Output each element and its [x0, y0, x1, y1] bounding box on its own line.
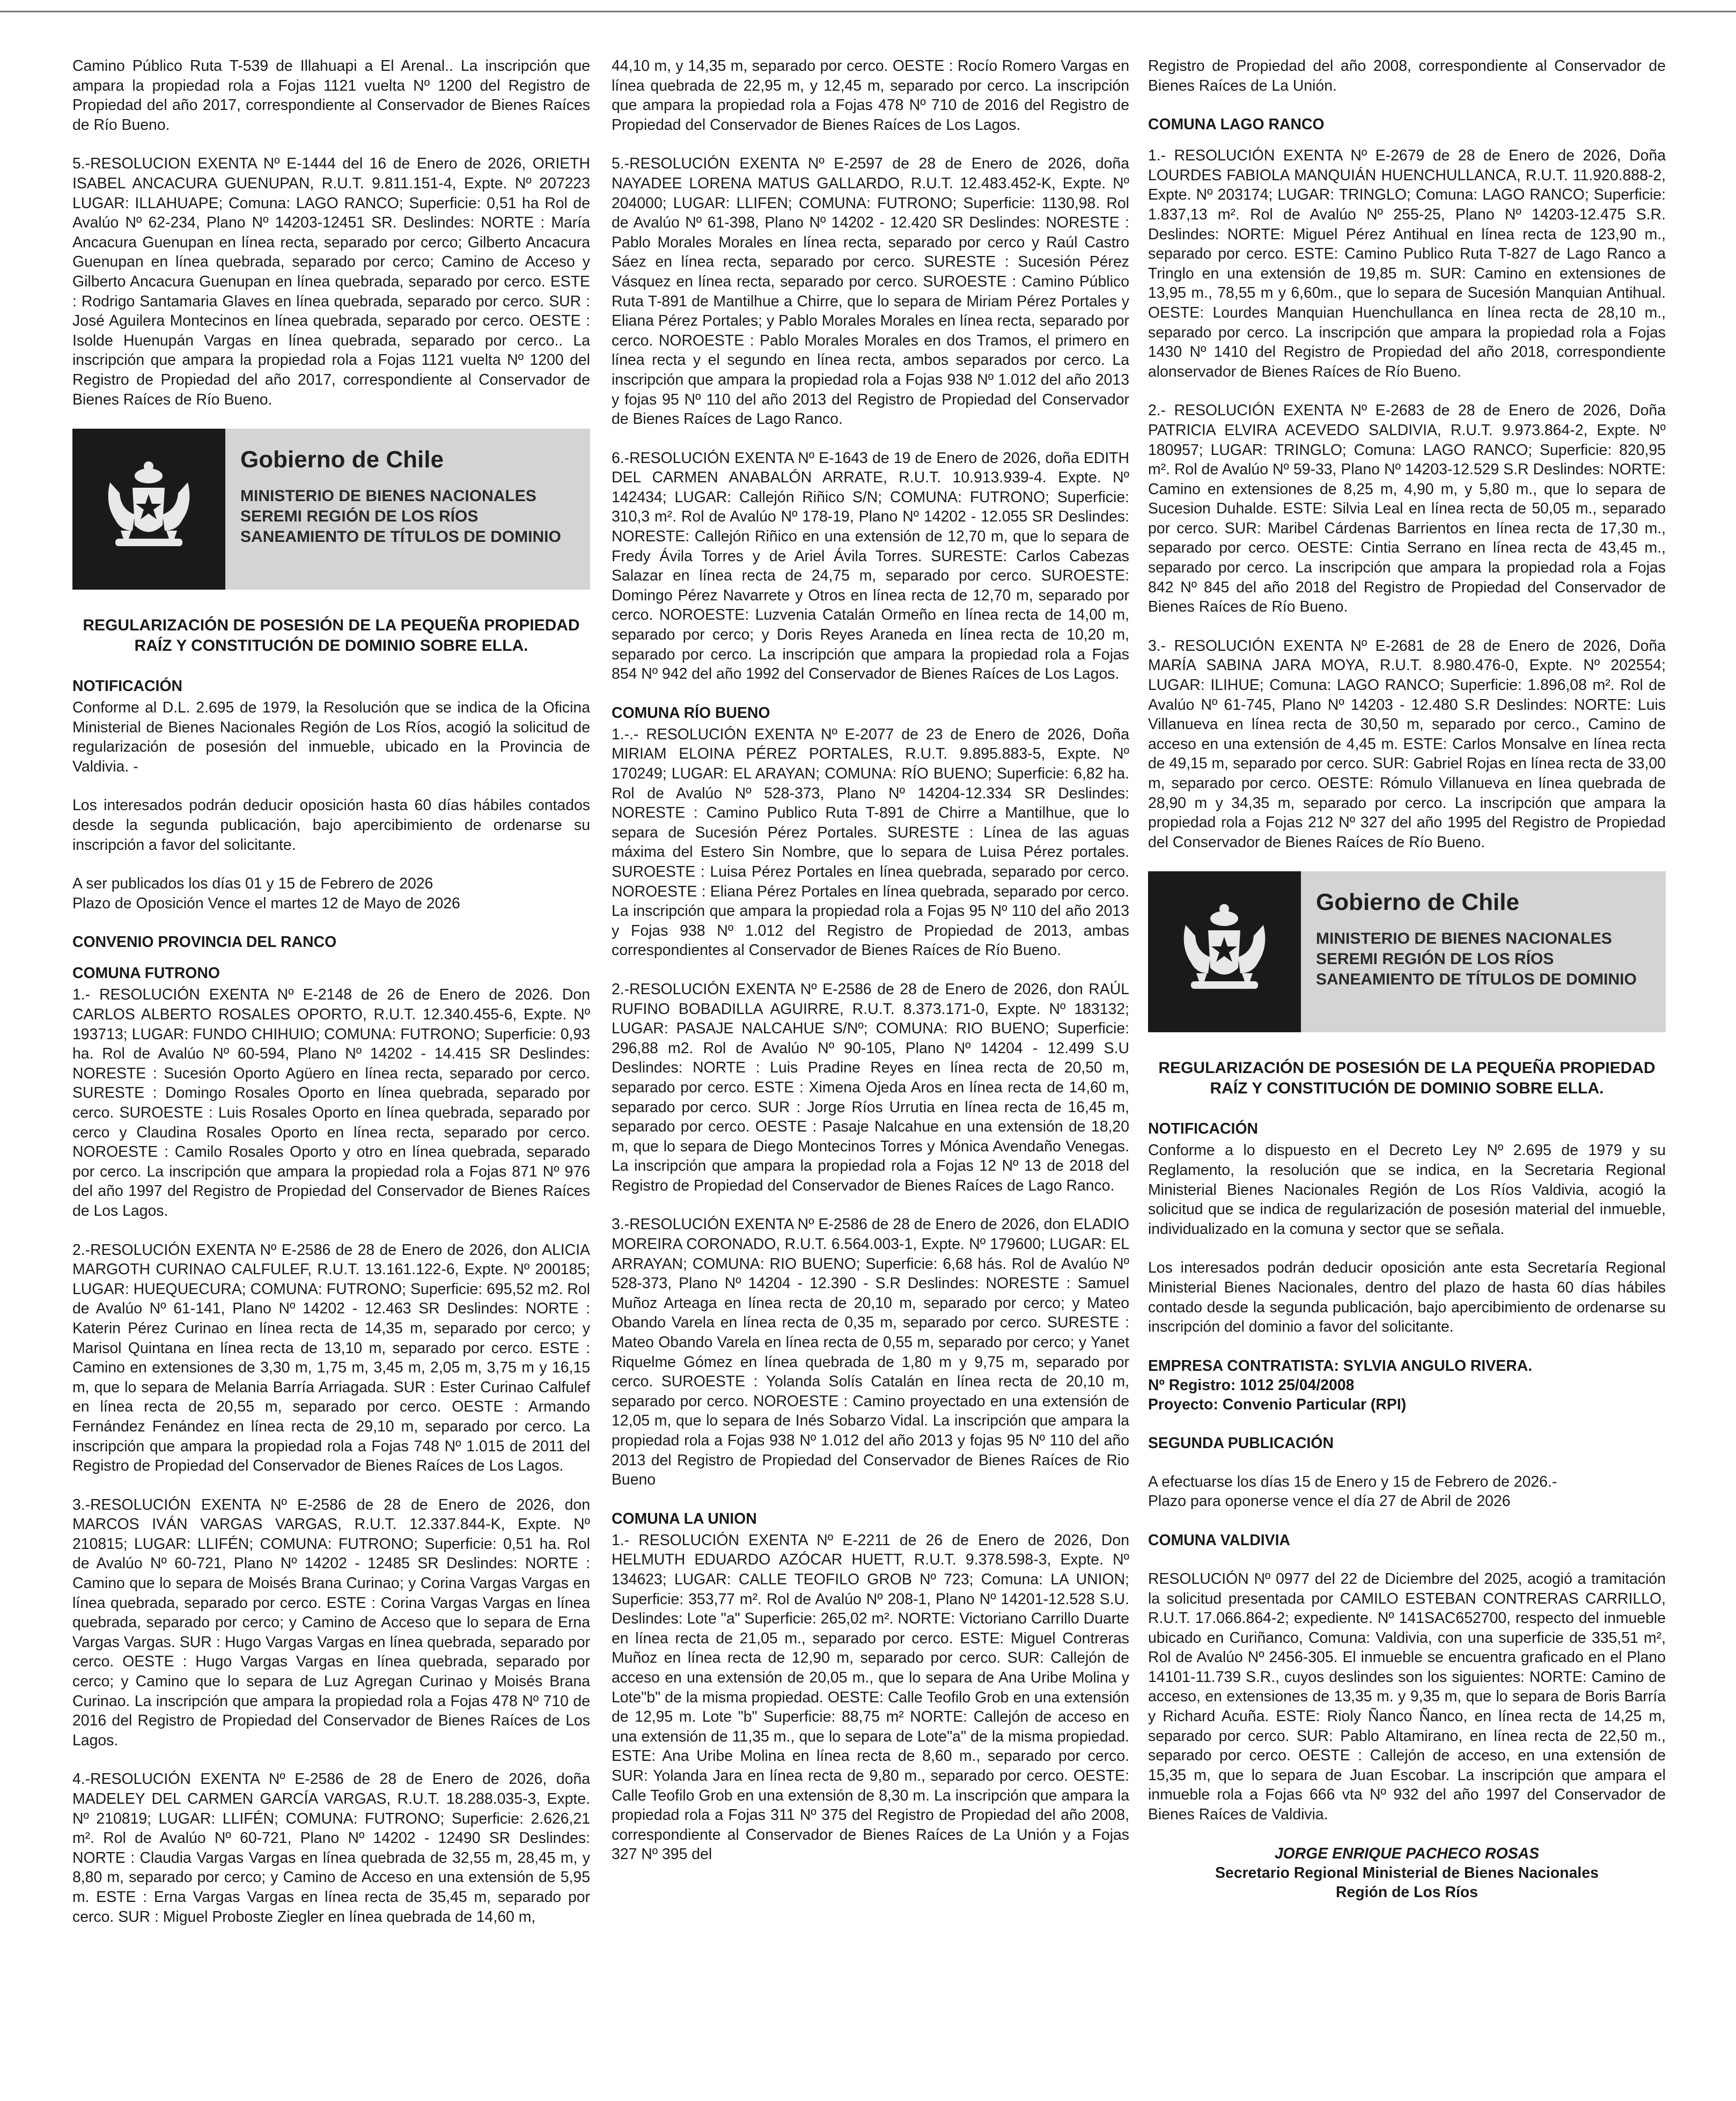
- saneamiento-line: SANEAMIENTO DE TÍTULOS DE DOMINIO: [1316, 970, 1637, 988]
- paragraph: 44,10 m, y 14,35 m, separado por cerco. OESTE : Rocío Romero Vargas en línea quebrada de 22,95 m, y 12,45 m, separado por cerco. La inscripción que ampara la propiedad rola a Fojas 478 Nº 710 de 2016 del Registro de Propiedad del Conservador de Bienes Raíces de Los Lagos.: [612, 57, 1129, 134]
- paragraph: 1.- RESOLUCIÓN EXENTA Nº E-2211 de 26 de Enero de 2026, Don HELMUTH EDUARDO AZÓCAR HUETT, R.U.T. 9.378.598-3, Expte. Nº 134623; LUGAR: CALLE TEOFILO GROB Nº 723; Comuna: LA UNION; Superficie: 353,77 m². Rol de Avalúo Nº 208-1, Plano Nº 14201-12.528 S.U. Deslindes: Lote "a" Superficie: 265,02 m². NORTE: Victoriano Carrillo Duarte en línea recta de 21,05 m., separado por cerco. ESTE: Miguel Contreras Muñoz en línea recta de 12,90 m, separado por cerco. SUR: Callejón de acceso en una extensión de 20,05 m., que lo separa de Ana Uribe Molina y Lote"b" de la misma propiedad. OESTE: Calle Teofilo Grob en una extensión de 12,95 m. Lote "b" Superficie: 88,75 m² NORTE: Callejón de acceso en una extensión de 11,35 m., que lo separa de Lote"a" de la misma propiedad. ESTE: Ana Uribe Molina en línea recta de 8,60 m., separado por cerco. SUR: Yolanda Jara en línea recta de 9,80 m., separado por cerco. OESTE: Calle Teofilo Grob en una extensión de 8,30 m. La inscripción que ampara la propiedad rola a Fojas 311 Nº 375 del Registro de Propiedad del año 2008, correspondiente al Conservador de Bienes Raíces de La Unión y a Fojas 327 Nº 395 del: [612, 1531, 1129, 1863]
- section-heading: SEGUNDA PUBLICACIÓN: [1148, 1434, 1334, 1452]
- section-heading: CONVENIO PROVINCIA DEL RANCO: [72, 934, 337, 951]
- signer-name: JORGE ENRIQUE PACHECO ROSAS: [1274, 1845, 1540, 1862]
- paragraph: Camino Público Ruta T-539 de Illahuapi a El Arenal.. La inscripción que ampara la propiedad rola a Fojas 1121 vuelta Nº 1200 del Registro de Propiedad del año 2017, correspondiente al Conservador de Bienes Raíces de Río Bueno.: [72, 57, 590, 134]
- paragraph: RESOLUCIÓN Nº 0977 del 22 de Diciembre del 2025, acogió a tramitación la solicitud presentada por CAMILO ESTEBAN CONTRERAS CARRILLO, R.U.T. 17.066.864-2; expediente. Nº 141SAC652700, respecto del inmueble ubicado en Curiñanco, Comuna: Valdivia, con una superficie de 335,51 m², Rol de Avalúo Nº 2456-305. El inmueble se encuentra graficado en el Plano 14101-11.739 S.R., cuyos deslindes son los siguientes: NORTE: Camino de acceso, en extensiones de 13,35 m. y 9,35 m, que lo separa de Boris Barría y Richard Acuña. ESTE: Rioly Ñanco Ñanco, en línea recta de 14,25 m, separado por cerco. SUR: Pablo Altamirano, en línea recta de 22,50 m., separado por cerco. OESTE : Callejón de acceso, en una extensión de 15,35 m, que lo separa de Juan Escobar. La inscripción que ampara el inmueble rola a Fojas 666 vta Nº 932 del año 1997 del Conservador de Bienes Raíces de Valdivia.: [1148, 1570, 1666, 1824]
- column-3: [1148, 56, 1666, 1902]
- paragraph: 2.-RESOLUCIÓN EXENTA Nº E-2586 de 28 de Enero de 2026, don ALICIA MARGOTH CURINAO CALFULEF, R.U.T. 13.161.122-6, Expte. Nº 200185; LUGAR: HUEQUECURA; COMUNA: FUTRONO; Superficie: 695,52 m2. Rol de Avalúo Nº 61-141, Plano Nº 14202 - 12.463 SR Deslindes: NORTE : Katerin Pérez Curinao en línea recta de 14,35 m, separado por cerco; y Marisol Quintana en línea recta de 13,10 m, separado por cerco. ESTE : Camino en extensiones de 3,30 m, 1,75 m, 3,45 m, 2,05 m, 3,75 m y 16,15 m, que lo separa de Melania Barría Arriagada. SUR : Ester Curinao Calfulef en línea recta de 20,55 m, separado por cerco. OESTE : Armando Fernández Fenández en línea recta de 29,10 m, separado por cerco. La inscripción que ampara la propiedad rola a Fojas 748 Nº 1.015 de 2011 del Registro de Propiedad del Conservador de Bienes Raíces de Los Lagos.: [72, 1241, 590, 1475]
- section-heading: NOTIFICACIÓN: [72, 678, 183, 695]
- paragraph: 2.- RESOLUCIÓN EXENTA Nº E-2683 de 28 de Enero de 2026, Doña PATRICIA ELVIRA ACEVEDO SALDIVIA, R.U.T. 9.973.864-2, Expte. Nº 180957; LUGAR: TRINGLO; Comuna: LAGO RANCO; Superficie: 820,95 m². Rol de Avalúo Nº 59-33, Plano Nº 14203-12.529 S.R Deslindes: NORTE: Camino en extensiones de 8,25 m, 4,90 m, y 5,80 m., que lo separa de Sucesion Duhalde. ESTE: Silvia Leal en línea recta de 50,05 m., separado por cerco. SUR: Maribel Cárdenas Barrientos en línea recta de 17,30 m., separado por cerco. OESTE: Cintia Serrano en línea recta de 43,45 m., separado por cerco. La inscripción que ampara la propiedad rola a Fojas 842 Nº 845 del año 2018 del Registro de Propiedad del Conservador de Bienes Raíces de Río Bueno.: [1148, 402, 1666, 616]
- registro-line: Nº Registro: 1012 25/04/2008: [1148, 1376, 1355, 1394]
- section-heading: COMUNA FUTRONO: [72, 965, 220, 982]
- column-2: [612, 56, 1129, 1884]
- paragraph: 4.-RESOLUCIÓN EXENTA Nº E-2586 de 28 de Enero de 2026, doña MADELEY DEL CARMEN GARCÍA VARGAS, R.U.T. 18.288.035-3, Expte. Nº 210819; LUGAR: LLIFÉN; COMUNA: FUTRONO; Superficie: 2.626,21 m². Rol de Avalúo Nº 60-721, Plano Nº 14202 - 12490 SR Deslindes: NORTE : Claudia Vargas Vargas en línea quebrada de 32,55 m, 28,45 m, y 8,80 m, separado por cerco; y Camino de Acceso en una extensión de 5,95 m. ESTE : Erna Vargas Vargas en línea recta de 35,45 m, separado por cerco. SUR : Miguel Proboste Ziegler en línea quebrada de 14,60 m,: [72, 1771, 590, 1926]
- emblem-box: [1148, 871, 1301, 1032]
- section-heading: NOTIFICACIÓN: [1148, 1120, 1259, 1138]
- paragraph: Conforme a lo dispuesto en el Decreto Ley Nº 2.695 de 1979 y su Reglamento, la resolución que se indica, en la Secretaria Regional Ministerial Bienes Nacionales Región de Los Ríos Valdivia, acogió la solicitud que se indica de regularización de posesión material del inmueble, individualizado en la comuna y sector que se señala.: [1148, 1142, 1666, 1238]
- paragraph: 1.- RESOLUCIÓN EXENTA Nº E-2148 de 26 de Enero de 2026. Don CARLOS ALBERTO ROSALES OPORTO, R.U.T. 12.340.455-6, Expte. Nº 193713; LUGAR: FUNDO CHIHUIO; COMUNA: FUTRONO; Superficie: 0,93 ha. Rol de Avalúo Nº 60-594, Plano Nº 14202 - 14.415 SR Deslindes: NORESTE : Sucesión Oporto Agüero en línea recta, separado por cerco. SURESTE : Domingo Rosales Oporto en línea quebrada, separado por cerco. SUROESTE : Luis Rosales Oporto en línea quebrada, separado por cerco y Claudina Rosales Oporto en línea recta, separado por cerco. NOROESTE : Camilo Rosales Oporto y otro en línea quebrada, separado por cerco. La inscripción que ampara la propiedad rola a Fojas 871 Nº 976 del año 1997 del Registro de Propiedad del Conservador de Bienes Raíces de Los Lagos.: [72, 986, 590, 1220]
- gobierno-banner: [1148, 871, 1666, 1032]
- paragraph: Los interesados podrán deducir oposición hasta 60 días hábiles contados desde la segunda publicación, bajo apercibimiento de ordenarse su inscripción a favor del solicitante.: [72, 797, 590, 854]
- proyecto-line: Proyecto: Convenio Particular (RPI): [1148, 1395, 1407, 1413]
- signer-region: Región de Los Ríos: [1336, 1883, 1478, 1901]
- gobierno-banner: [72, 429, 590, 590]
- signature-block: [1148, 1844, 1666, 1902]
- gobierno-title: Gobierno de Chile: [240, 446, 444, 473]
- paragraph: Los interesados podrán deducir oposición ante esta Secretaría Regional Ministerial Bienes Nacionales, dentro del plazo de hasta 60 días hábiles contado desde la segunda publicación, bajo apercibimiento de ordenarse su inscripción del dominio a favor del solicitante.: [1148, 1259, 1666, 1336]
- gobierno-title: Gobierno de Chile: [1316, 889, 1519, 916]
- headline: REGULARIZACIÓN DE POSESIÓN DE LA PEQUEÑA PROPIEDAD RAÍZ Y CONSTITUCIÓN DE DOMINIO SOBRE ELLA.: [83, 616, 580, 655]
- paragraph: Plazo de Oposición Vence el martes 12 de Mayo de 2026: [72, 894, 460, 912]
- chile-coat-of-arms-icon: [1164, 893, 1285, 1011]
- seremi-line: SEREMI REGIÓN DE LOS RÍOS: [1316, 950, 1554, 968]
- paragraph: Conforme al D.L. 2.695 de 1979, la Resolución que se indica de la Oficina Ministerial de Bienes Nacionales Región de Los Ríos, acogió la solicitud de regularización de posesión del inmueble, ubicado en la Provincia de Valdivia. -: [72, 699, 590, 775]
- paragraph: A ser publicados los días 01 y 15 de Febrero de 2026: [72, 875, 433, 893]
- banner-texts: [1301, 871, 1637, 1032]
- headline: REGULARIZACIÓN DE POSESIÓN DE LA PEQUEÑA PROPIEDAD RAÍZ Y CONSTITUCIÓN DE DOMINIO SOBRE ELLA.: [1158, 1059, 1656, 1098]
- section-heading: COMUNA VALDIVIA: [1148, 1531, 1290, 1549]
- paragraph: 1.- RESOLUCIÓN EXENTA Nº E-2679 de 28 de Enero de 2026, Doña LOURDES FABIOLA MANQUIÁN HUENCHULLANCA, R.U.T. 11.920.888-2, Expte. Nº 203174; LUGAR: TRINGLO; Comuna: LAGO RANCO; Superficie: 1.837,13 m². Rol de Avalúo Nº 255-25, Plano Nº 14203-12.475 S.R. Deslindes: NORTE: Miguel Pérez Antihual en línea recta de 123,90 m., separado por cerco. ESTE: Camino Publico Ruta T-827 de Lago Ranco a Tringlo en una extensión de 19,85 m. SUR: Camino en extensiones de 13,95 m., 78,55 m y 6,60m., que lo separa de Sucesión Manquian Antihual. OESTE: Lourdes Manquian Huenchullanca en línea recta de 28,10 m., separado por cerco. La inscripción que ampara la propiedad rola a Fojas 1430 Nº 1410 del Registro de Propiedad del año 2018, correspondiente alonservador de Bienes Raíces de Río Bueno.: [1148, 147, 1666, 380]
- top-rule: [0, 11, 1736, 12]
- section-heading: COMUNA RÍO BUENO: [612, 704, 770, 722]
- paragraph: A efectuarse los días 15 de Enero y 15 de Febrero de 2026.-: [1148, 1473, 1557, 1490]
- section-heading: COMUNA LAGO RANCO: [1148, 116, 1325, 134]
- ministerio-line: MINISTERIO DE BIENES NACIONALES: [1316, 929, 1612, 947]
- paragraph: Plazo para oponerse vence el día 27 de Abril de 2026: [1148, 1493, 1511, 1510]
- saneamiento-line: SANEAMIENTO DE TÍTULOS DE DOMINIO: [240, 527, 561, 546]
- paragraph: 1.-.- RESOLUCIÓN EXENTA Nº E-2077 de 23 de Enero de 2026, Doña MIRIAM ELOINA PÉREZ PORTALES, R.U.T. 9.895.883-5, Expte. Nº 170249; LUGAR: EL ARAYAN; COMUNA: RÍO BUENO; Superficie: 6,82 ha. Rol de Avalúo Nº 528-373, Plano Nº 14204-12.334 SR Deslindes: NORESTE : Camino Publico Ruta T-891 de Chirre a Mantilhue, que lo separa de Sucesión Pérez Portales. SURESTE : Línea de las aguas máxima del Estero Sin Nombre, que lo separa de Luisa Pérez portales. SUROESTE : Luisa Pérez Portales en línea quebrada, separado por cerco. NOROESTE : Eliana Pérez Portales en línea quebrada, separado por cerco. La inscripción que ampara la propiedad rola a Fojas 95 Nº 110 del año 2013 y Fojas 938 Nº 1.012 del Registro de Propiedad de 2013, ambas correspondientes al Conservador de Bienes Raíces de Río Bueno.: [612, 725, 1129, 959]
- section-heading: COMUNA LA UNION: [612, 1510, 757, 1527]
- paragraph: 6.-RESOLUCIÓN EXENTA Nº E-1643 de 19 de Enero de 2026, doña EDITH DEL CARMEN ANABALÓN ARRATE, R.U.T. 10.913.939-4. Expte. Nº 142434; LUGAR: Callejón Riñico S/N; COMUNA: FUTRONO; Superficie: 310,3 m². Rol de Avalúo Nº 178-19, Plano Nº 14202 - 12.055 SR Deslindes: NORESTE: Callejón Riñico en una extensión de 12,70 m, que lo separa de Fredy Ávila Torres y de Ariel Ávila Torres. SURESTE: Carlos Cabezas Salazar en línea recta de 24,75 m, separado por cerco. SUROESTE: Domingo Pérez Navarrete y Otros en línea recta de 12,70 m, separado por cerco. NOROESTE: Luzvenia Catalán Ormeño en línea recta de 14,00 m, separado por cerco; y Doris Reyes Araneda en línea recta de 10,20 m, separado por cerco. La inscripción que ampara la propiedad rola a Fojas 854 Nº 942 del año 1992 del Conservador de Bienes Raíces de Los Lagos.: [612, 449, 1129, 683]
- paragraph: Registro de Propiedad del año 2008, correspondiente al Conservador de Bienes Raíces de La Unión.: [1148, 57, 1666, 94]
- seremi-line: SEREMI REGIÓN DE LOS RÍOS: [240, 507, 479, 525]
- paragraph: 5.-RESOLUCIÓN EXENTA Nº E-2597 de 28 de Enero de 2026, doña NAYADEE LORENA MATUS GALLARDO, R.U.T. 12.483.452-K, Expte. Nº 204000; LUGAR: LLIFEN; COMUNA: FUTRONO; Superficie: 1130,98. Rol de Avalúo Nº 61-398, Plano Nº 14202 - 12.420 SR Deslindes: NORESTE : Pablo Morales Morales en línea recta, separado por cerco y Raúl Castro Sáez en línea recta, separado por cerco. SURESTE : Sucesión Pérez Vásquez en línea recta, separado por cerco. SUROESTE : Camino Público Ruta T-891 de Mantilhue a Chirre, que lo separa de Miriam Pérez Portales y Eliana Pérez Portales; y Pablo Morales Morales en línea recta, separado por cerco. NOROESTE : Pablo Morales Morales en dos Tramos, el primero en línea recta y el segundo en línea recta, ambos separados por cerco. La inscripción que ampara la propiedad rola a Fojas 938 Nº 1.012 del año 2013 y fojas 95 Nº 110 del año 2013 del Registro de Propiedad del Conservador de Bienes Raíces de Lago Ranco.: [612, 155, 1129, 428]
- paragraph: 3.- RESOLUCIÓN EXENTA Nº E-2681 de 28 de Enero de 2026, Doña MARÍA SABINA JARA MOYA, R.U.T. 8.980.476-0, Expte. Nº 202554; LUGAR: ILIHUE; Comuna: LAGO RANCO; Superficie: 1.896,08 m². Rol de Avalúo Nº 61-745, Plano Nº 14203 - 12.480 S.R Deslindes: NORTE: Luis Villanueva en línea recta de 30,50 m, separado por cerco., Camino de acceso en una extensión de 4,45 m. ESTE: Carlos Monsalve en línea recta de 49,15 m, separado por cerco. SUR: Gabriel Rojas en línea recta de 33,00 m, separado por cerco. OESTE: Rómulo Villanueva en línea quebrada de 28,90 m y 34,35 m, separado por cerco. La inscripción que ampara la propiedad rola a Fojas 212 Nº 327 del año 1995 del Registro de Propiedad del Conservador de Bienes Raíces de Río Bueno.: [1148, 637, 1666, 851]
- signer-title: Secretario Regional Ministerial de Bienes Nacionales: [1215, 1864, 1599, 1882]
- banner-texts: [225, 429, 561, 590]
- paragraph: 2.-RESOLUCIÓN EXENTA Nº E-2586 de 28 de Enero de 2026, don RAÚL RUFINO BOBADILLA AGUIRRE, R.U.T. 8.373.171-0, Expte. Nº 183132; LUGAR: PASAJE NALCAHUE S/Nº; COMUNA: RIO BUENO; Superficie: 296,88 m2. Rol de Avalúo Nº 90-105, Plano Nº 14204 - 12.499 S.U Deslindes: NORTE : Luis Pradine Reyes en línea recta de 20,50 m, separado por cerco. ESTE : Ximena Ojeda Aros en línea recta de 14,60 m, separado por cerco. SUR : Jorge Ríos Urrutia en línea recta de 16,45 m, separado por cerco. OESTE : Pasaje Nalcahue en una extensión de 18,20 m, que lo separa de Diego Montecinos Torres y Mónica Avendaño Venegas. La inscripción que ampara la propiedad rola a Fojas 12 Nº 13 de 2018 del Registro de Propiedad del Conservador de Bienes Raíces de Lago Ranco.: [612, 980, 1129, 1194]
- chile-coat-of-arms-icon: [89, 450, 209, 568]
- emblem-box: [72, 429, 225, 590]
- paragraph: 5.-RESOLUCION EXENTA Nº E-1444 del 16 de Enero de 2026, ORIETH ISABEL ANCACURA GUENUPAN, R.U.T. 9.811.151-4, Expte. Nº 207223 LUGAR: ILLAHUAPE; Comuna: LAGO RANCO; Superficie: 0,51 ha Rol de Avalúo Nº 62-234, Plano Nº 14203-12451 SR. Deslindes: NORTE : María Ancacura Guenupan en línea recta, separado por cerco; Gilberto Ancacura Guenupan en línea quebrada, separado por cerco; Camino de Acceso y Gilberto Ancacura Guenupan en línea quebrada, separado por cerco. ESTE : Rodrigo Santamaria Glaves en línea quebrada, separado por cerco. SUR : José Aguilera Montecinos en línea quebrada, separado por cerco. OESTE : Isolde Huenupán Vargas en línea quebrada, separado por cerco.. La inscripción que ampara la propiedad rola a Fojas 1121 vuelta Nº 1200 del Registro de Propiedad del año 2017, correspondiente al Conservador de Bienes Raíces de Río Bueno.: [72, 155, 590, 408]
- ministerio-line: MINISTERIO DE BIENES NACIONALES: [240, 487, 536, 505]
- column-1: [72, 56, 590, 1946]
- paragraph: 3.-RESOLUCIÓN EXENTA Nº E-2586 de 28 de Enero de 2026, don ELADIO MOREIRA CORONADO, R.U.T. 6.564.003-1, Expte. Nº 179600; LUGAR: EL ARRAYAN; COMUNA: RIO BUENO; Superficie: 6,68 hás. Rol de Avalúo Nº 528-373, Plano Nº 14204 - 12.390 - S.R Deslindes: NORESTE : Samuel Muñoz Arteaga en línea recta de 20,10 m, separado por cerco; y Mateo Obando Varela en línea recta de 0,35 m, separado por cerco. SURESTE : Mateo Obando Varela en línea recta de 0,55 m, separado por cerco; y Yanet Riquelme Gómez en línea quebrada de 1,80 m y 9,75 m, separado por cerco. SUROESTE : Yolanda Solís Catalán en línea recta de 20,10 m, separado por cerco. NOROESTE : Camino proyectado en una extensión de 12,05 m, que lo separa de Inés Sobarzo Vidal. La inscripción que ampara la propiedad rola a Fojas 938 Nº 1.012 del año 2013 y fojas 95 Nº 110 del año 2013 del Registro de Propiedad del Conservador de Bienes Raíces de Rio Bueno: [612, 1216, 1129, 1489]
- paragraph: 3.-RESOLUCIÓN EXENTA Nº E-2586 de 28 de Enero de 2026, don MARCOS IVÁN VARGAS VARGAS, R.U.T. 12.337.844-K, Expte. Nº 210815; LUGAR: LLIFÉN; COMUNA: FUTRONO; Superficie: 0,51 ha. Rol de Avalúo Nº 60-721, Plano Nº 14202 - 12485 SR Deslindes: NORTE : Camino que lo separa de Moisés Brana Curinao; y Corina Vargas Vargas en línea quebrada, separado por cerco. ESTE : Corina Vargas Vargas en línea quebrada, separado por cerco; y Camino de Acceso que lo separa de Erna Vargas Vargas. SUR : Hugo Vargas Vargas en línea quebrada, separado por cerco. OESTE : Hugo Vargas Vargas en línea quebrada, separado por cerco; y Camino que lo separa de Luz Agregan Curinao y Moisés Brana Curinao. La inscripción que ampara la propiedad rola a Fojas 478 Nº 710 de 2016 del Registro de Propiedad del Conservador de Bienes Raíces de Los Lagos.: [72, 1496, 590, 1749]
- empresa-line: EMPRESA CONTRATISTA: SYLVIA ANGULO RIVERA.: [1148, 1357, 1533, 1375]
